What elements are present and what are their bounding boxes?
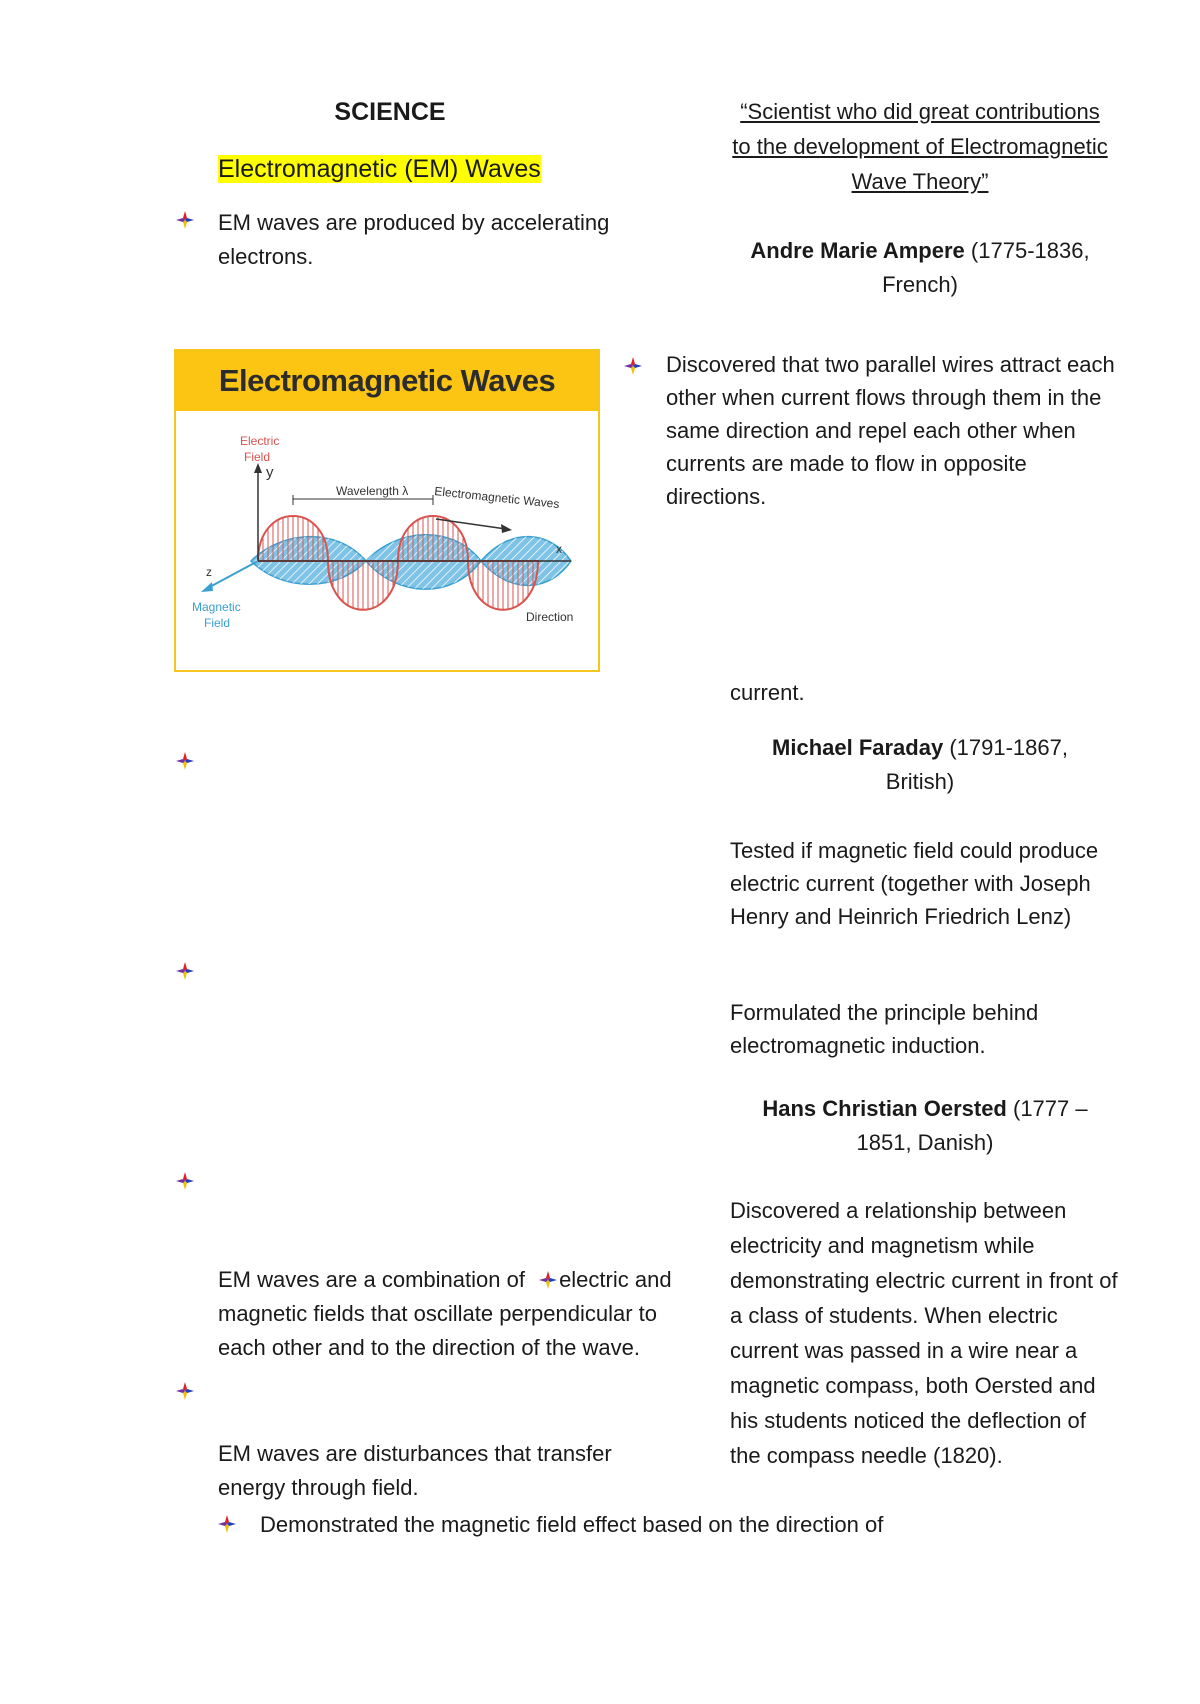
em-waves-figure bbox=[174, 349, 600, 672]
faraday-heading bbox=[740, 731, 1100, 799]
ampere-name: Andre Marie Ampere bbox=[750, 238, 965, 263]
bullet-icon bbox=[176, 752, 194, 770]
z-axis-line bbox=[206, 561, 258, 589]
bullet-em-produced: EM waves are produced by accelerating electrons. bbox=[218, 210, 610, 269]
magnetic-field-label-1: Magnetic bbox=[192, 600, 241, 614]
em-waves-label: Electromagnetic Waves bbox=[433, 484, 561, 512]
figure-heading: Electromagnetic Waves bbox=[176, 351, 598, 411]
current-continuation: current. bbox=[730, 680, 805, 705]
combination-text-b: electric bbox=[559, 1267, 629, 1292]
bullet-icon bbox=[176, 962, 194, 980]
em-wave-diagram bbox=[176, 411, 598, 670]
bullet-icon bbox=[624, 357, 642, 375]
electric-field-label-1: Electric bbox=[240, 434, 280, 448]
bullet-icon bbox=[176, 1172, 194, 1190]
electric-wave-trough-1 bbox=[328, 561, 398, 610]
page-title: SCIENCE bbox=[334, 98, 446, 126]
oersted-name: Hans Christian Oersted bbox=[762, 1096, 1007, 1121]
oersted-description: Discovered a relationship between electricity and magnetism while demonstrating electric current in front of a class of students. When electric current was passed in a wire near a magnetic compass, both Oersted and his students noticed the deflection of the compass needle (1820). bbox=[730, 1198, 1118, 1468]
demonstrated-line: Demonstrated the magnetic field effect based on the direction of bbox=[260, 1512, 884, 1537]
electric-field-label-2: Field bbox=[244, 450, 271, 464]
para-em-disturbance: EM waves are disturbances that transfer energy through field. bbox=[218, 1441, 612, 1500]
y-axis-label: y bbox=[266, 464, 274, 481]
highlighted-subtitle: Electromagnetic (EM) Waves bbox=[218, 155, 541, 183]
oersted-heading bbox=[740, 1092, 1110, 1160]
magnetic-field-label-2: Field bbox=[204, 616, 231, 630]
bullet-icon bbox=[218, 1515, 236, 1533]
para-em-combination bbox=[218, 1263, 678, 1365]
section-heading bbox=[218, 152, 541, 186]
electric-wave-trough-2 bbox=[468, 561, 538, 610]
electric-wave-crest-1 bbox=[258, 516, 328, 561]
bullet-icon bbox=[176, 1382, 194, 1400]
scientists-quote: “Scientist who did great contributions to the development of Electromagnetic Wave Theory” bbox=[732, 99, 1108, 194]
combination-text-a: EM waves are a combination of bbox=[218, 1267, 525, 1292]
oersted-dates: (1777 – 1851, Danish) bbox=[856, 1096, 1088, 1155]
faraday-description-2: Formulated the principle behind electromagnetic induction. bbox=[730, 1000, 1039, 1058]
bullet-icon bbox=[539, 1271, 557, 1289]
faraday-name: Michael Faraday bbox=[772, 735, 944, 760]
ampere-heading bbox=[720, 234, 1120, 302]
faraday-description-1: Tested if magnetic field could produce electric current (together with Joseph Henry and Heinrich Friedrich Lenz) bbox=[730, 838, 1099, 929]
x-axis-label: x bbox=[556, 542, 562, 556]
combination-text-c: and magnetic fields that oscillate perpendicular to each other and to the direction of the wave. bbox=[218, 1267, 672, 1360]
direction-label: Direction bbox=[526, 610, 574, 624]
ampere-description: Discovered that two parallel wires attract each other when current flows through them in the same direction and repel each other when currents are made to flow in opposite directions. bbox=[666, 352, 1115, 509]
ampere-dates: (1775-1836, French) bbox=[882, 238, 1090, 297]
faraday-dates: (1791-1867, British) bbox=[885, 735, 1068, 794]
wavelength-label: Wavelength λ bbox=[336, 484, 409, 498]
z-axis-label: z bbox=[206, 565, 212, 579]
bullet-icon bbox=[176, 211, 194, 229]
